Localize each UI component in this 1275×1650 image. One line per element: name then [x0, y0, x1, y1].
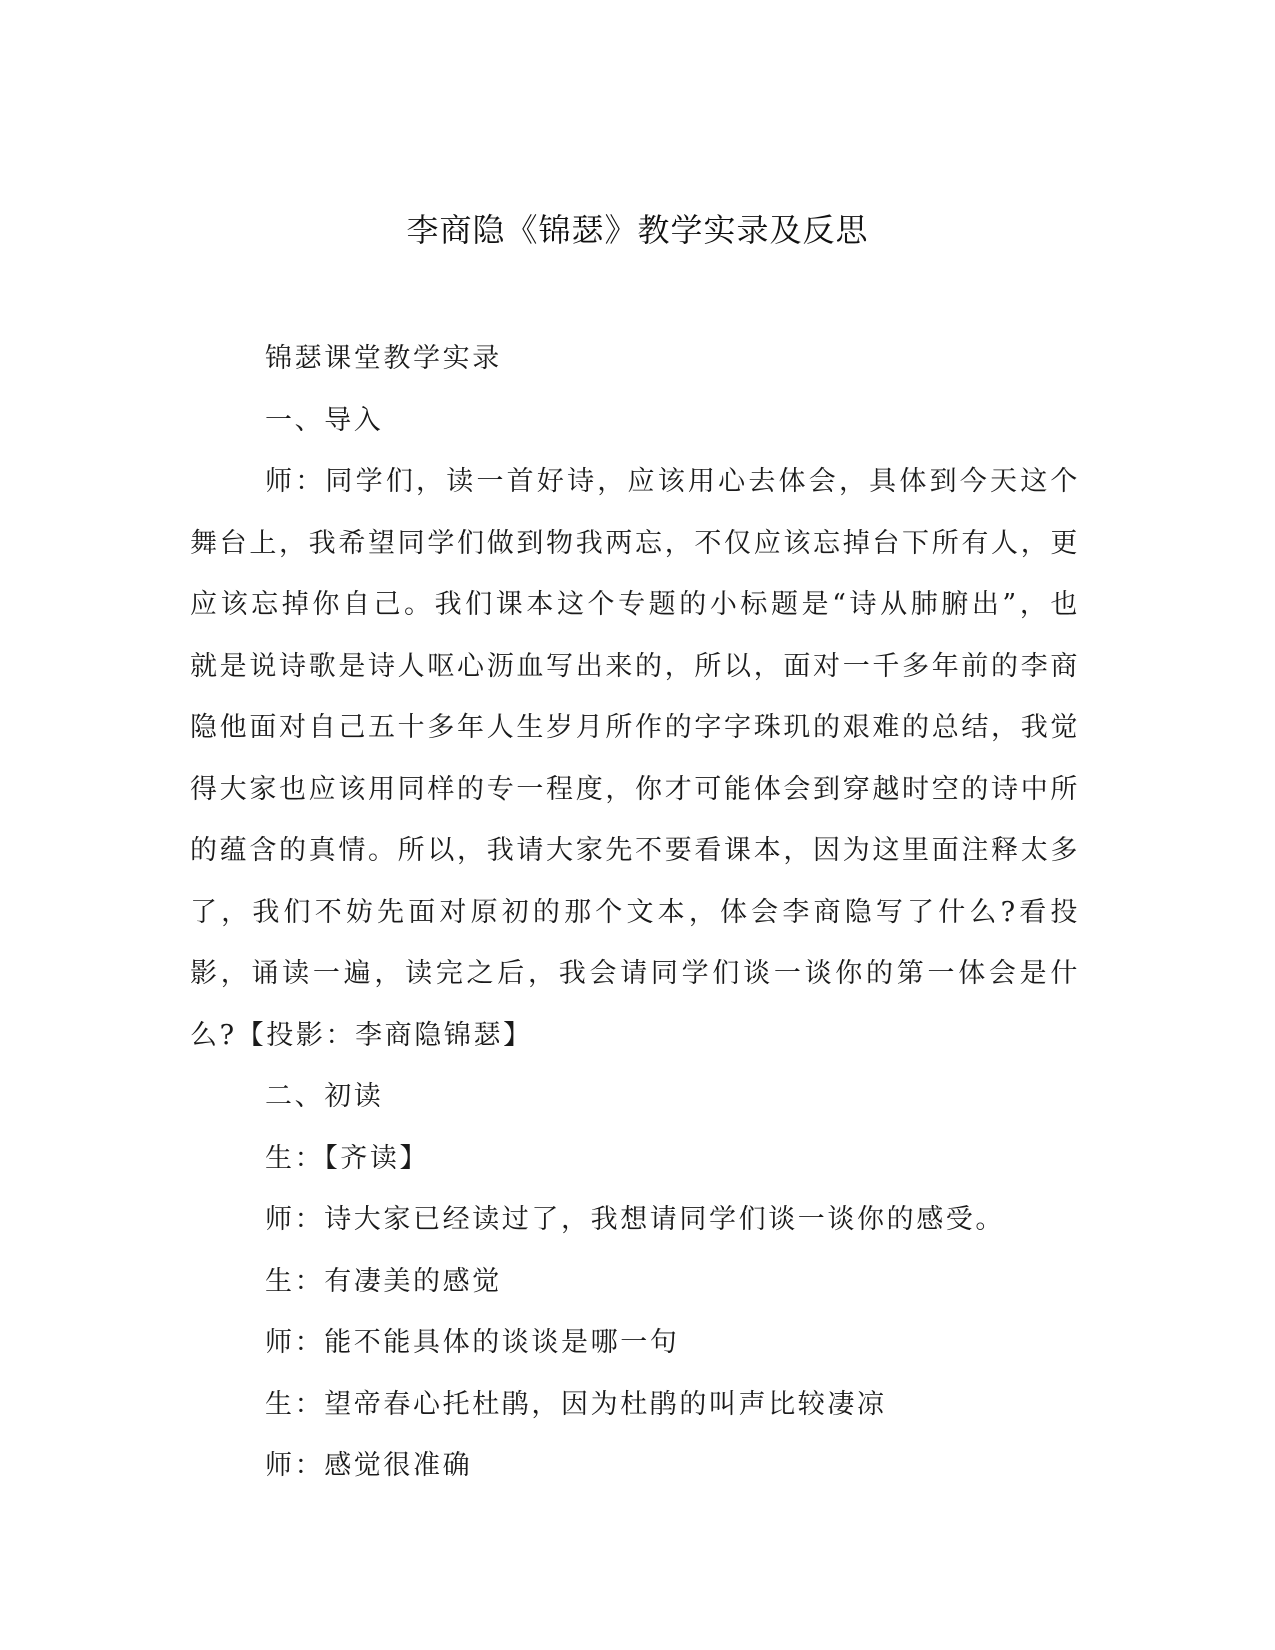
section-heading: 二、初读 [265, 1081, 384, 1112]
section-heading: 锦瑟课堂教学实录 [265, 343, 502, 374]
document-title: 李商隐《锦瑟》教学实录及反思 [406, 211, 869, 249]
body-paragraph: 师：同学们，读一首好诗，应该用心去体会，具体到今天这个舞台上，我希望同学们做到物我两忘，不仅应该忘掉台下所有人，更应该忘掉你自己。我们课本这个专题的小标题是“诗从肺腑出”，也就是说诗歌是诗人呕心沥血写出来的，所以，面对一千多年前的李商隐他面对自己五十多年人生岁月所作的字字珠玑的艰难的总结，我觉得大家也应该用同样的专一程度，你才可能体会到穿越时空的诗中所的蕴含的真情。所以，我请大家先不要看课本，因为这里面注释太多了，我们不妨先面对原初的那个文本，体会李商隐写了什么?看投影，诵读一遍，读完之后，我会请同学们谈一谈你的第一体会是什么?【投影：李商隐锦瑟】 [190, 466, 1080, 1051]
document-body [190, 328, 1080, 1497]
dialogue-line: 师：感觉很准确 [265, 1450, 473, 1481]
dialogue-line: 生：【齐读】 [265, 1142, 430, 1174]
section-heading: 一、导入 [265, 404, 384, 436]
dialogue-line: 师：诗大家已经读过了，我想请同学们谈一谈你的感受。 [265, 1204, 1005, 1235]
dialogue-line: 生：望帝春心托杜鹃，因为杜鹃的叫声比较凄凉 [265, 1388, 887, 1420]
dialogue-line: 师：能不能具体的谈谈是哪一句 [265, 1327, 680, 1358]
dialogue-line: 生：有凄美的感觉 [265, 1265, 502, 1297]
